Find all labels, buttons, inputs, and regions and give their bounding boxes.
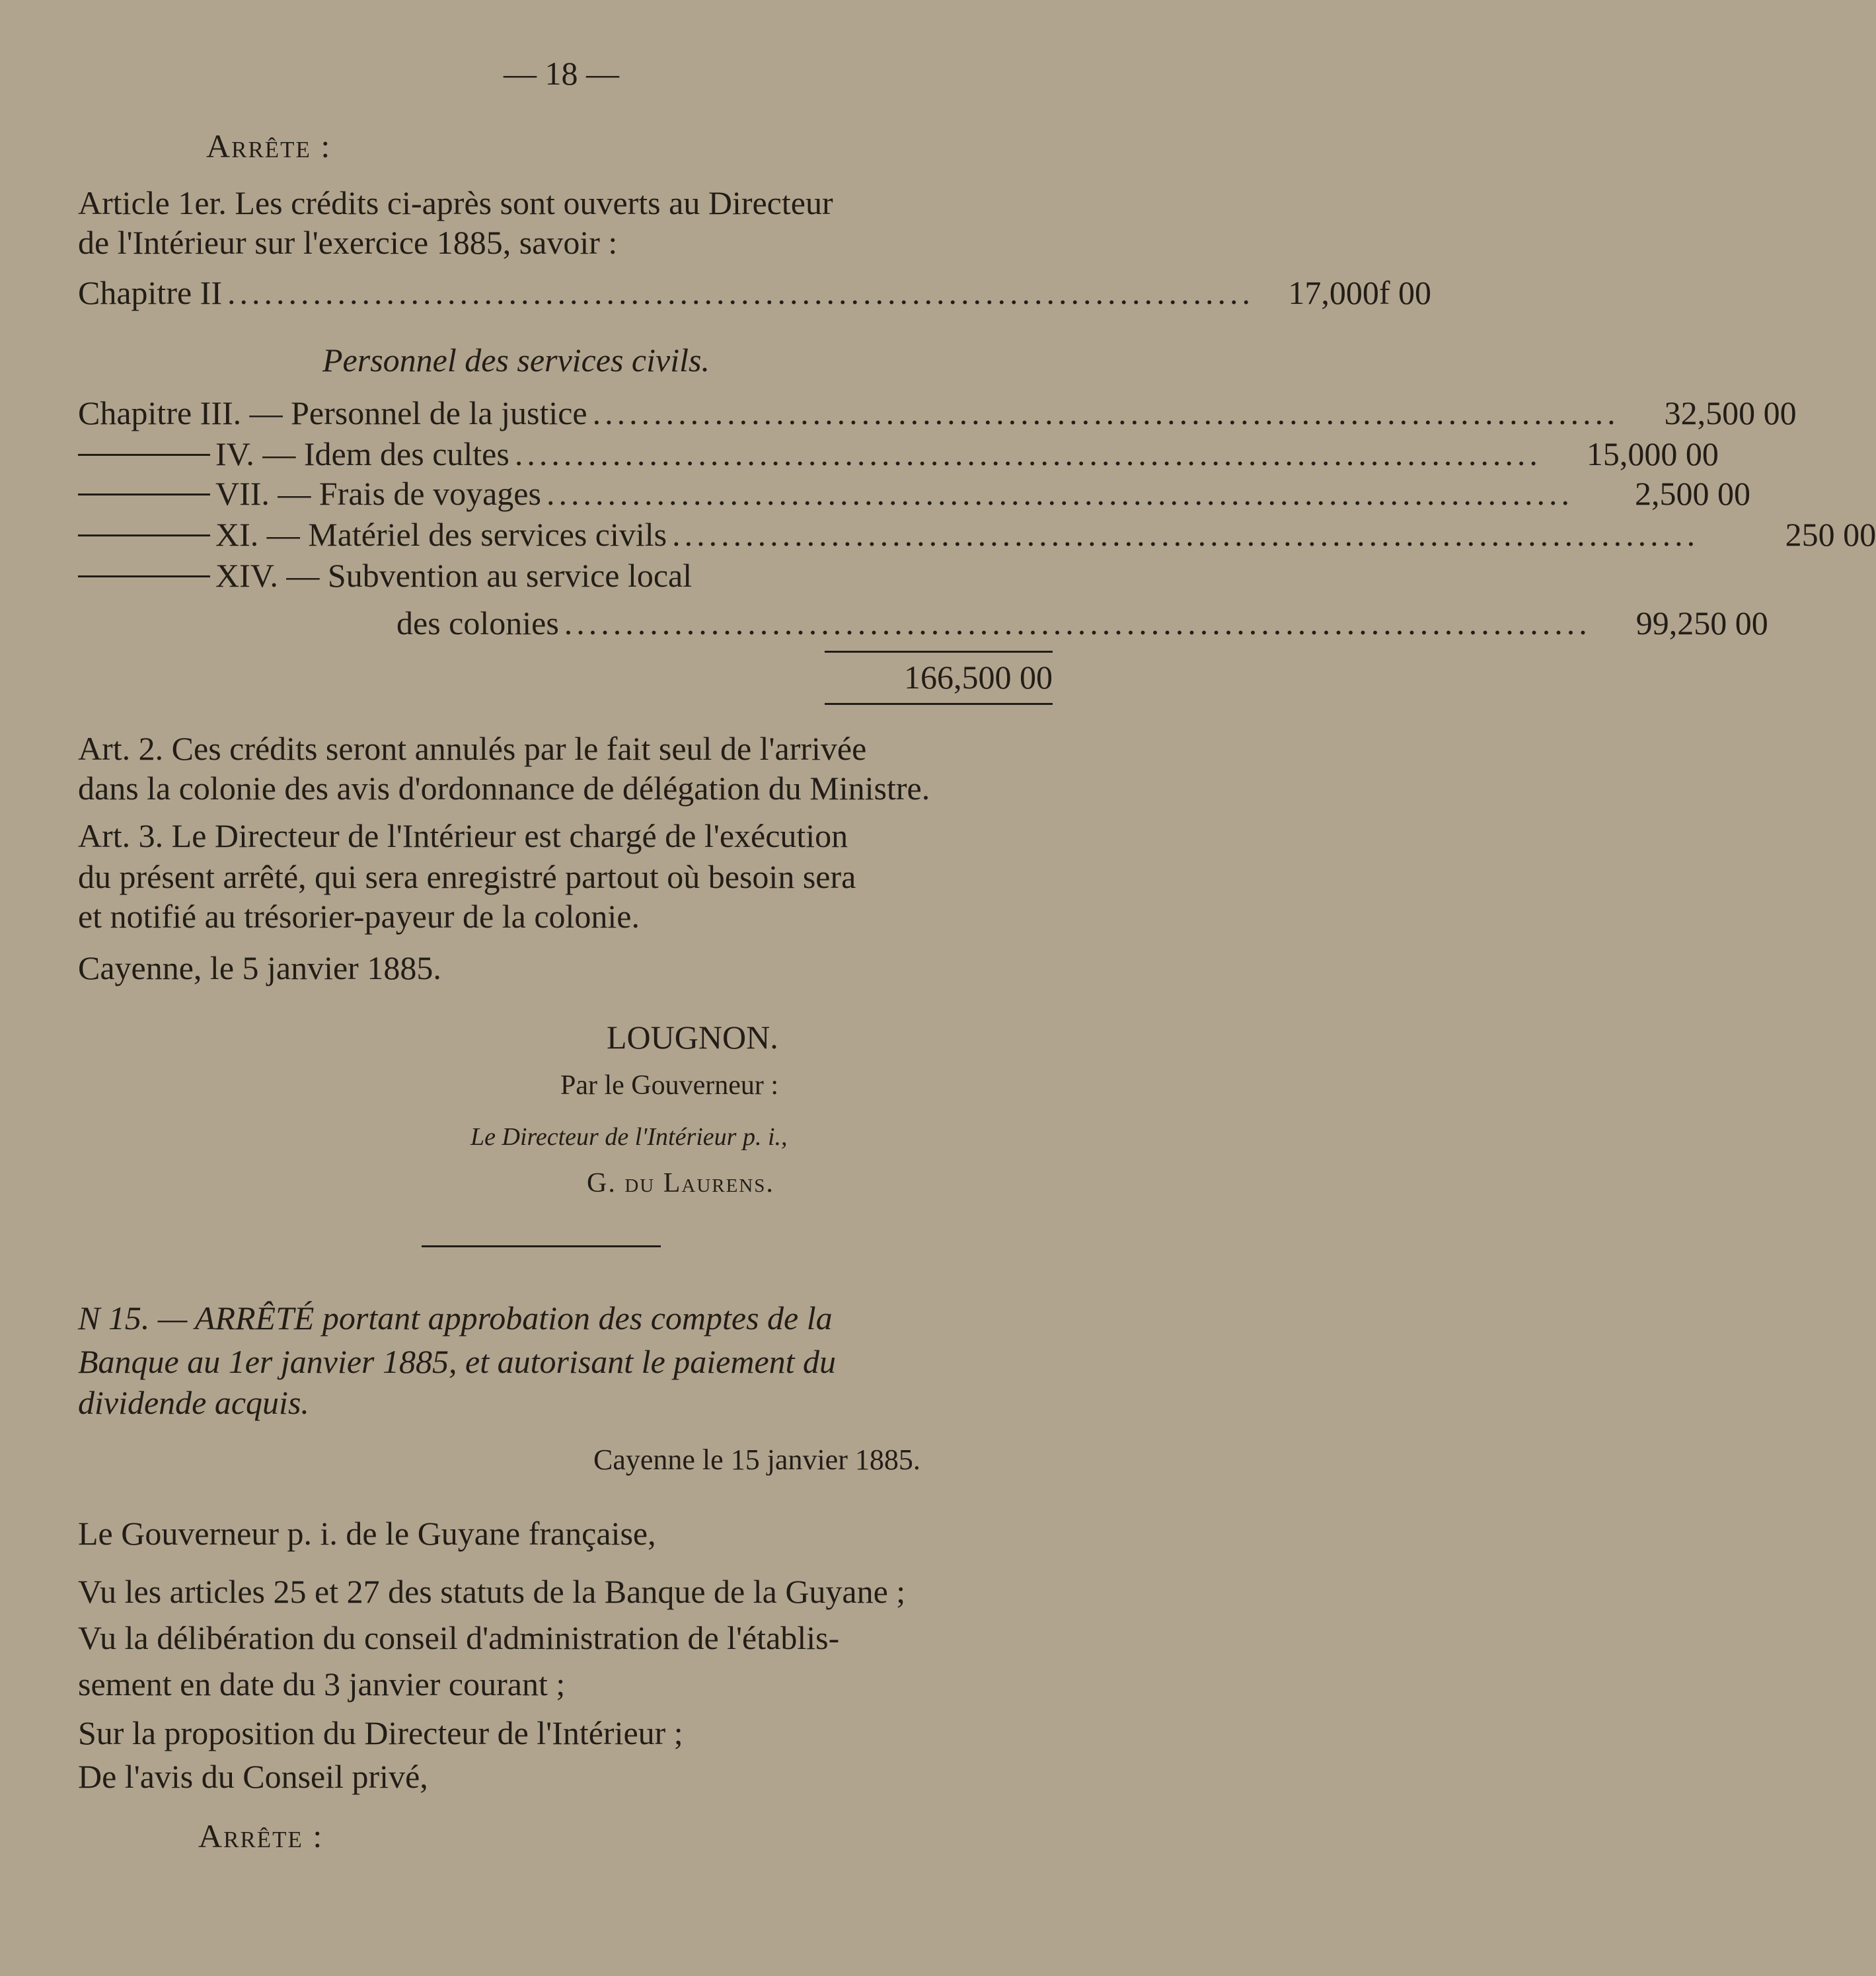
chapitre-2-amount: 17,000f 00 [1288,274,1431,311]
article-2-line-1: Art. 2. Ces crédits seront annulés par le fait seul de l'arrivée [78,730,867,767]
dot-leader: .................................................................................... [672,516,1700,553]
arrete-heading: Arrête : [206,128,332,165]
total-amount: 166,500 00 [904,659,1053,696]
chapter-row [78,516,1876,555]
dot-leader: .................................................................................... [514,435,1542,472]
section-heading: Personnel des services civils. [322,342,710,379]
signature-du-laurens: G. du Laurens. [587,1168,774,1198]
chapter-amount: 32,500 00 [1664,394,1797,431]
chapter-label: Chapitre III. — Personnel de la justice [78,394,587,431]
dot-leader: .................................................................................... [564,604,1591,641]
par-le-gouverneur: Par le Gouverneur : [560,1070,779,1101]
chapitre-14-label-2: des colonies [396,604,559,641]
chapter-amount: 15,000 00 [1586,435,1719,472]
sur-proposition: Sur la proposition du Directeur de l'Intérieur ; [78,1714,683,1751]
chapter-row [78,475,1750,514]
n15-heading-line-1: N 15. — ARRÊTÉ portant approbation des comptes de la [78,1299,833,1336]
ditto-rule [78,494,210,495]
chapter-row [78,435,1719,474]
section-divider [422,1245,661,1247]
chapitre-14-line-1 [78,559,692,592]
chapitre-14-label: XIV. — Subvention au service local [215,557,693,594]
chapter-row [78,394,1797,433]
article-3-line-3: et notifié au trésorier-payeur de la colonie. [78,898,640,935]
ditto-rule [78,454,210,456]
chapitre-2-label: Chapitre II [78,274,222,311]
ditto-rule [78,575,210,577]
chapter-label: VII. — Frais de voyages [215,475,541,512]
chapitre-14-amount: 99,250 00 [1635,604,1768,641]
arrete-heading-2: Arrête : [198,1817,324,1854]
chapter-amount: 2,500 00 [1634,475,1750,512]
date-line-2: Cayenne le 15 janvier 1885. [593,1444,920,1476]
n15-heading-line-2: Banque au 1er janvier 1885, et autorisant le paiement du [78,1343,837,1380]
vu-line-2: Vu la délibération du conseil d'administration de l'établis- [78,1619,840,1656]
avis-conseil: De l'avis du Conseil privé, [78,1758,428,1795]
chapitre-2-row [78,274,1431,313]
vu-line-2-cont: sement en date du 3 janvier courant ; [78,1665,566,1702]
article-2-line-2: dans la colonie des avis d'ordonnance de délégation du Ministre. [78,770,930,807]
article-1-line-2: de l'Intérieur sur l'exercice 1885, savoir : [78,224,618,261]
article-3-line-2: du présent arrêté, qui sera enregistré partout où besoin sera [78,858,856,895]
total-underline [825,703,1053,705]
directeur-title: Le Directeur de l'Intérieur p. i., [470,1123,788,1151]
dot-leader: .................................................................................... [227,274,1254,311]
dot-leader: .................................................................................... [592,394,1620,431]
article-3-line-1: Art. 3. Le Directeur de l'Intérieur est chargé de l'exécution [78,817,848,854]
chapitre-14-row [396,604,1768,643]
gouverneur-line: Le Gouverneur p. i. de le Guyane française, [78,1515,656,1552]
total-rule [825,651,1053,653]
n15-heading-line-3: dividende acquis. [78,1384,309,1421]
date-line: Cayenne, le 5 janvier 1885. [78,949,441,986]
dot-leader: .................................................................................... [546,475,1573,512]
chapter-label: XI. — Matériel des services civils [215,516,667,553]
signature-lougnon: LOUGNON. [607,1019,778,1056]
chapter-label: IV. — Idem des cultes [215,435,509,472]
chapter-amount: 250 00 [1785,516,1876,553]
vu-line-1: Vu les articles 25 et 27 des statuts de la Banque de la Guyane ; [78,1573,906,1610]
article-1-line-1: Article 1er. Les crédits ci-après sont ouverts au Directeur [78,184,833,221]
ditto-rule [78,534,210,536]
page-number: — 18 — [504,55,619,92]
